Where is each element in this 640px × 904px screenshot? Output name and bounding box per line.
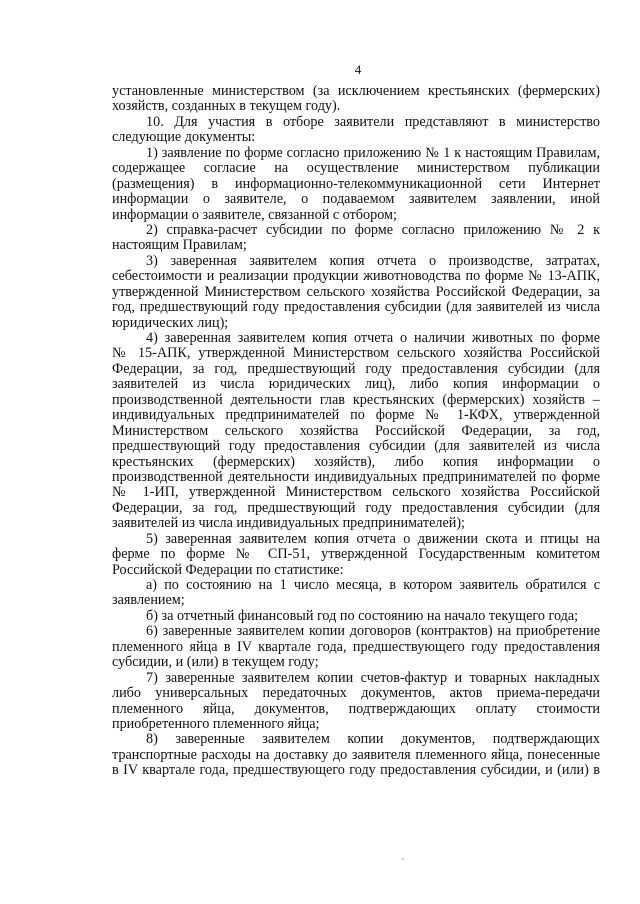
text-line: 6) заверенные заявителем копии договоров (контрактов) на приобретение <box>146 624 600 640</box>
page-number: 4 <box>354 62 362 77</box>
text-line: 4) заверенная заявителем копия отчета о наличии животных по форме <box>146 331 600 346</box>
text-line: в IV квартале года, предшествующего году предоставления субсидии, и (или) в <box>112 763 600 779</box>
text-line: предшествующий году предоставления субсидии (для заявителей из числа <box>112 439 600 455</box>
text-line: хозяйств, созданных в текущем году). <box>112 99 341 115</box>
text-line: б) за отчетный финансовый год по состоянию на начало текущего года; <box>146 608 579 624</box>
text-line: племенного яйца, документов, подтверждающих оплату стоимости <box>112 701 600 717</box>
text-line: 10. Для участия в отборе заявители представляют в министерство <box>146 114 600 130</box>
text-line: год, предшествующий году предоставления субсидии (для заявителей из числа <box>112 300 600 316</box>
text-line: содержащее согласие на осуществление министерством публикации <box>112 161 600 177</box>
text-line: Российской Федерации по статистике: <box>112 562 344 578</box>
text-line: информации о заявителе, о подаваемом заявителем заявлении, иной <box>112 192 600 208</box>
text-line: приобретенного племенного яйца; <box>112 716 320 732</box>
text-line: ферме по форме № СП-51, утвержденной Государственным комитетом <box>112 547 600 563</box>
text-line: № 1-ИП, утвержденной Министерством сельского хозяйства Российской <box>112 485 600 501</box>
text-line: 7) заверенные заявителем копии счетов-фактур и товарных накладных <box>146 670 600 686</box>
text-line: информации о заявителе, связанной с отбором; <box>112 207 397 223</box>
text-line: установленные министерством (за исключением крестьянских (фермерских) <box>112 84 600 99</box>
text-line: транспортные расходы на доставку до заявителя племенного яйца, понесенные <box>112 747 600 763</box>
text-line: либо универсальных передаточных документов, актов приема-передачи <box>112 686 600 702</box>
text-line: субсидии, и (или) в текущем году; <box>112 655 319 671</box>
text-line: Министерством сельского хозяйства Российской Федерации, за год, <box>112 423 600 439</box>
text-line: себестоимости и реализации продукции животноводства по форме № 13-АПК, <box>112 269 600 285</box>
text-line: крестьянских (фермерских) хозяйств), либо копия информации о <box>112 454 600 470</box>
text-line: 8) заверенные заявителем копии документов, подтверждающих <box>146 732 600 748</box>
text-line: следующие документы: <box>112 130 256 146</box>
scan-speck <box>402 858 404 860</box>
text-line: заявителей из числа юридических лиц), либо копия информации о <box>112 377 600 393</box>
text-line: № 15-АПК, утвержденной Министерством сельского хозяйства Российской <box>112 346 600 362</box>
text-line: производственной деятельности глав крестьянских (фермерских) хозяйств – <box>112 392 600 408</box>
text-line: утвержденной Министерством сельского хозяйства Российской Федерации, за <box>112 284 600 300</box>
text-line: а) по состоянию на 1 число месяца, в котором заявитель обратился с <box>146 578 600 593</box>
text-line: (размещения) в информационно-телекоммуникационной сети Интернет <box>112 176 600 192</box>
text-line: заявителей из числа индивидуальных предпринимателей); <box>112 516 465 532</box>
text-line: производственной деятельности индивидуальных предпринимателей по форме <box>112 469 600 485</box>
text-line: юридических лиц); <box>112 315 229 331</box>
text-line: 1) заявление по форме согласно приложению № 1 к настоящим Правилам, <box>146 145 600 161</box>
text-line: 3) заверенная заявителем копия отчета о производстве, затратах, <box>146 253 600 269</box>
text-line: настоящим Правилам; <box>112 238 247 254</box>
text-line: 5) заверенная заявителем копия отчета о движении скота и птицы на <box>146 531 600 547</box>
text-line: Федерации, за год, предшествующий году предоставления субсидии (для <box>112 500 600 516</box>
text-line: племенного яйца в IV квартале года, предшествующего году предоставления <box>112 639 600 655</box>
text-line: индивидуальных предпринимателей по форме № 1-КФХ, утвержденной <box>112 408 600 424</box>
document-body <box>112 84 600 779</box>
text-line: 2) справка-расчет субсидии по форме согласно приложению № 2 к <box>146 222 600 238</box>
text-line: Федерации, за год, предшествующий году предоставления субсидии (для <box>112 361 600 377</box>
text-line: заявлением; <box>112 593 185 609</box>
